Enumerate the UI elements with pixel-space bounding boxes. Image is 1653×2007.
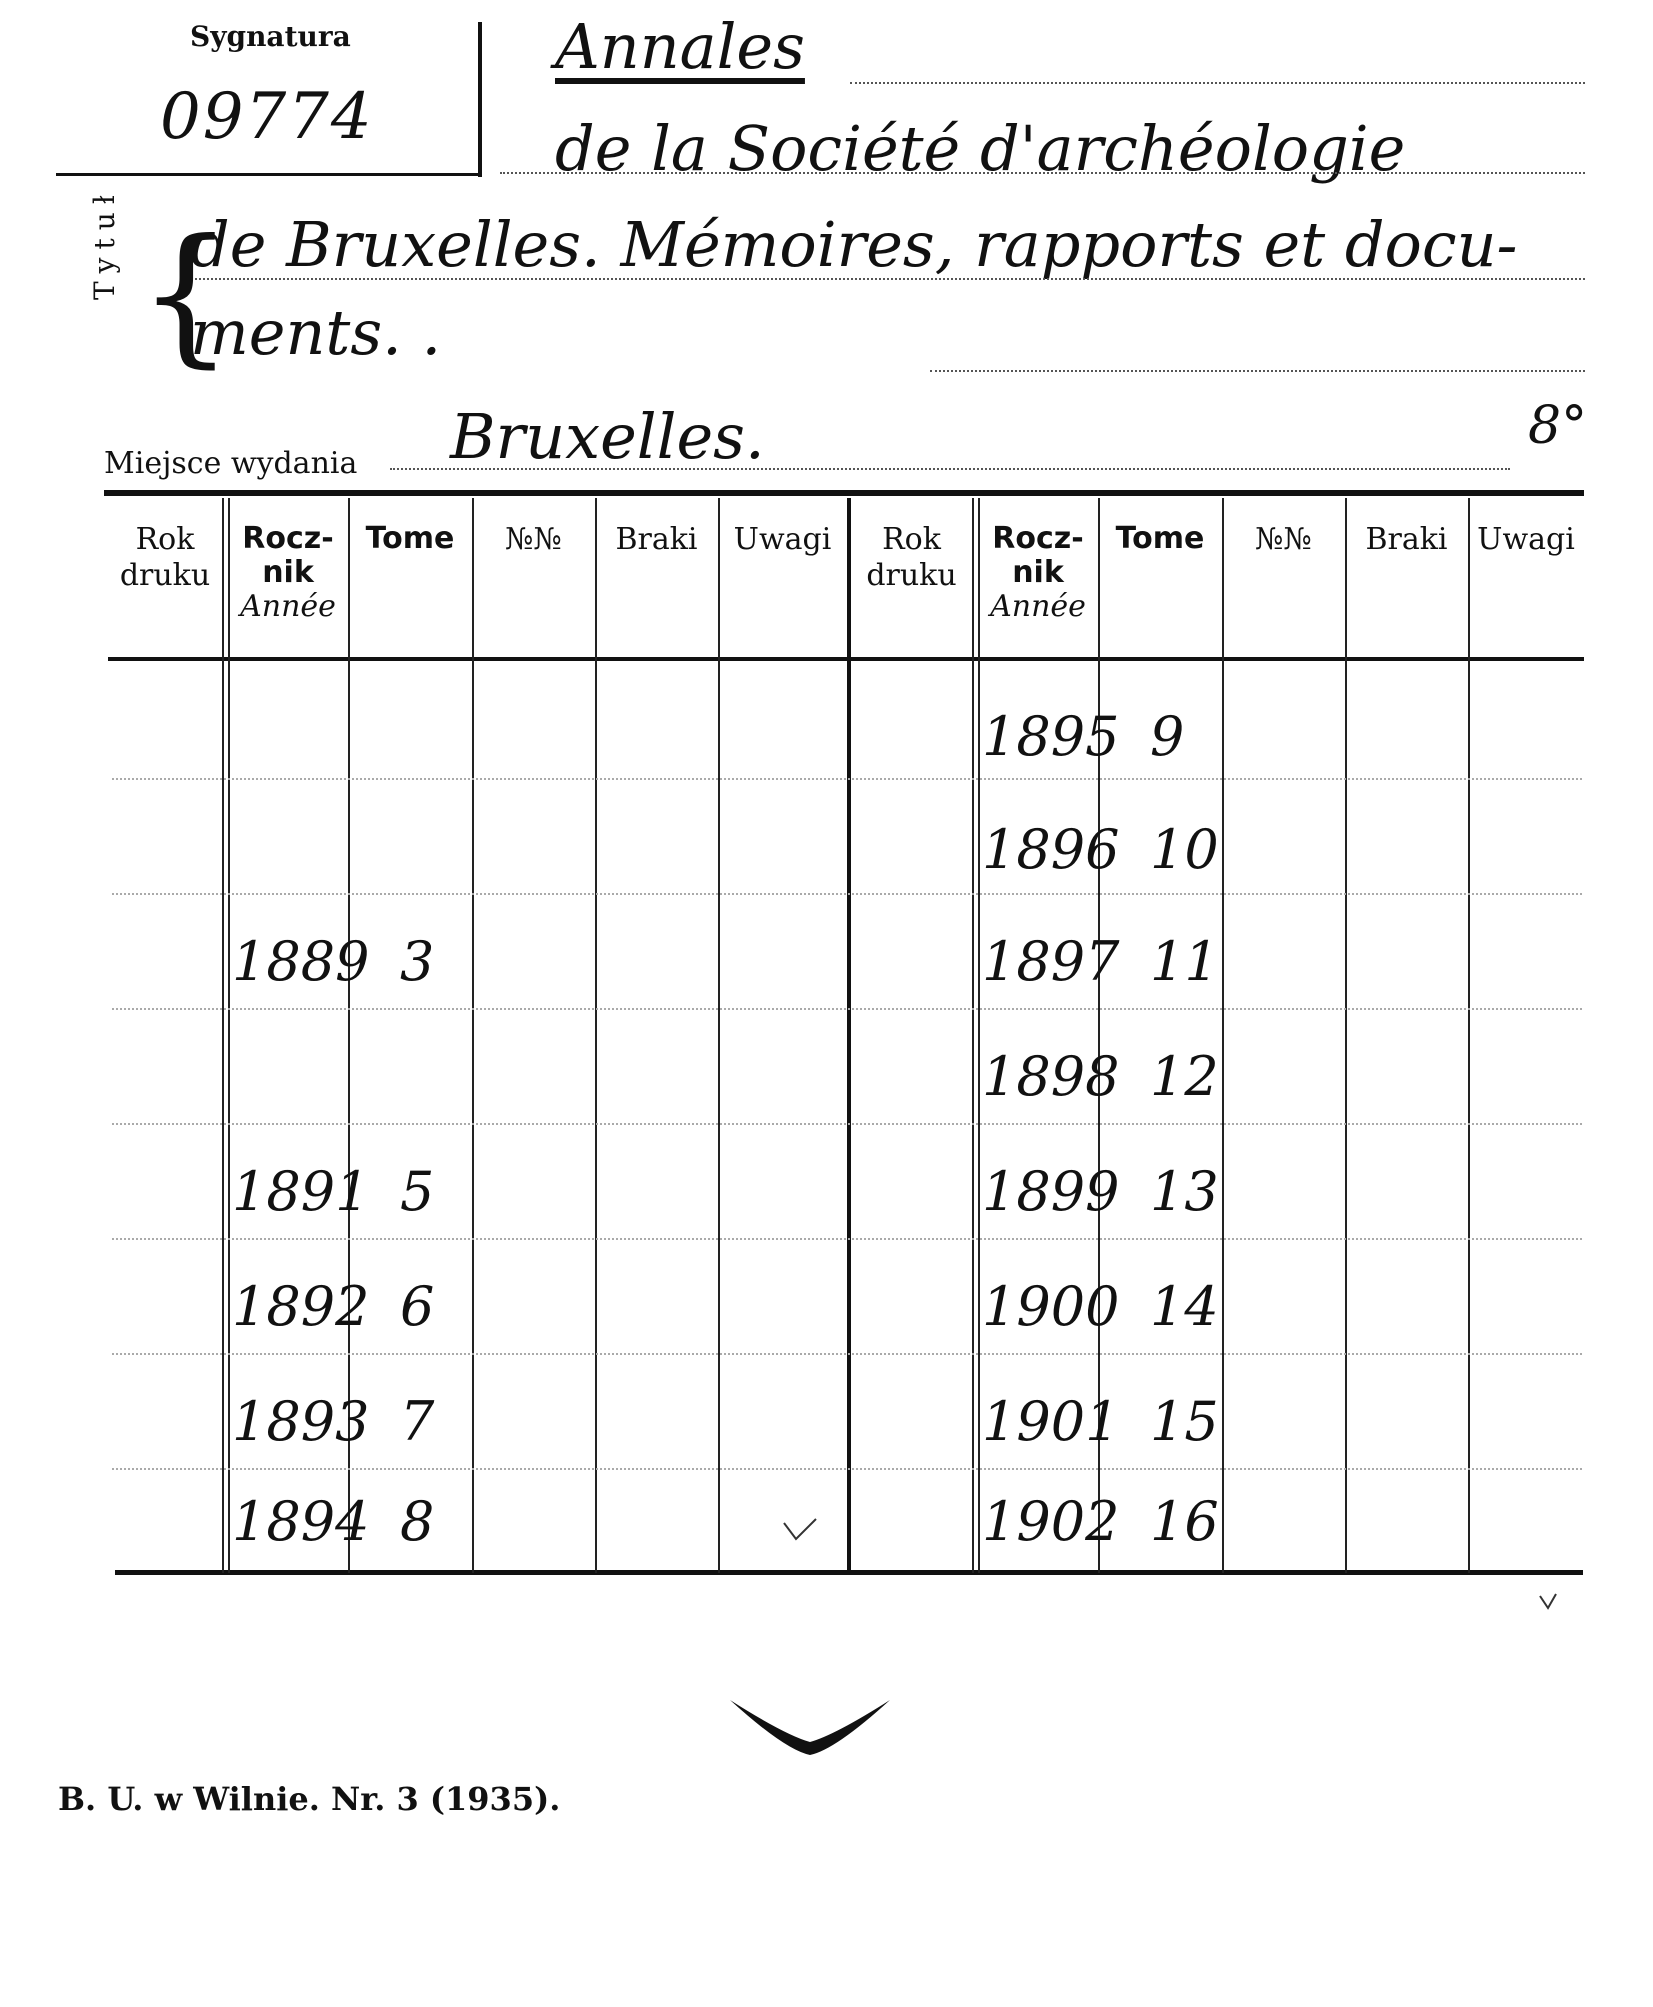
center-divider — [847, 498, 851, 1573]
right-tome-cell: 14 — [1150, 1275, 1219, 1338]
miejsce-label: Miejsce wydania — [104, 446, 358, 481]
header-braki-right: Braki — [1365, 522, 1448, 557]
title-line-3: de Bruxelles. Mémoires, rapports et docu- — [190, 208, 1518, 281]
right-annee-cell: 1896 — [982, 818, 1120, 881]
left-tome-cell: 6 — [400, 1275, 435, 1338]
left-annee-cell: 1889 — [232, 930, 370, 993]
right-tome-cell: 10 — [1150, 818, 1219, 881]
column-divider — [1468, 498, 1470, 1573]
row-guide — [112, 1123, 1582, 1125]
row-guide — [112, 1468, 1582, 1470]
column-divider — [228, 498, 230, 1573]
right-annee-cell: 1901 — [982, 1390, 1120, 1453]
column-divider — [1222, 498, 1224, 1573]
header-annee-note: Année — [990, 589, 1086, 624]
header-rocznik-label: Rocz-nik — [992, 521, 1084, 590]
sygnatura-value: 09774 — [160, 80, 374, 154]
stamp-mark-icon — [725, 1690, 895, 1770]
right-tome-cell: 11 — [1150, 930, 1219, 993]
miejsce-value: Bruxelles. — [450, 400, 765, 473]
left-tome-cell: 8 — [400, 1490, 435, 1553]
row-guide — [112, 893, 1582, 895]
header-rocznik-right — [978, 522, 1098, 624]
header-rok-druku-right: Rok druku — [866, 522, 957, 593]
header-rocznik-left — [228, 522, 348, 624]
left-annee-cell: 1893 — [232, 1390, 370, 1453]
header-numery-left: №№ — [505, 522, 562, 557]
title-line-4: ments. . — [190, 296, 442, 369]
check-tick-icon — [1536, 1590, 1576, 1614]
left-tome-cell: 7 — [400, 1390, 435, 1453]
left-tome-cell: 3 — [400, 930, 435, 993]
row-guide — [112, 1008, 1582, 1010]
right-annee-cell: 1895 — [982, 705, 1120, 768]
right-tome-cell: 13 — [1150, 1160, 1219, 1223]
table-top-rule — [104, 490, 1584, 496]
header-braki-left: Braki — [615, 522, 698, 557]
row-guide — [112, 1353, 1582, 1355]
right-annee-cell: 1898 — [982, 1045, 1120, 1108]
header-rocznik-label: Rocz-nik — [242, 521, 334, 590]
right-annee-cell: 1899 — [982, 1160, 1120, 1223]
right-tome-cell: 16 — [1150, 1490, 1219, 1553]
left-annee-cell: 1891 — [232, 1160, 370, 1223]
check-tick-icon — [780, 1515, 820, 1545]
row-guide — [112, 778, 1582, 780]
header-rok-druku-left: Rok druku — [119, 522, 211, 593]
right-annee-cell: 1900 — [982, 1275, 1120, 1338]
title-line-2: de la Société d'archéologie — [555, 112, 1406, 185]
column-divider — [222, 498, 224, 1573]
right-annee-cell: 1897 — [982, 930, 1120, 993]
right-tome-cell: 12 — [1150, 1045, 1219, 1108]
header-numery-right: №№ — [1255, 522, 1312, 557]
left-annee-cell: 1894 — [232, 1490, 370, 1553]
column-divider — [718, 498, 720, 1573]
tytul-brace: { — [138, 208, 234, 382]
column-divider — [472, 498, 474, 1573]
column-divider — [978, 498, 980, 1573]
header-annee-note: Année — [240, 589, 336, 624]
dotted-guide — [850, 82, 1585, 84]
title-line-1: Annales — [555, 10, 805, 83]
left-tome-cell: 5 — [400, 1160, 435, 1223]
header-tome-left: Tome — [365, 521, 455, 556]
footer-publisher: B. U. w Wilnie. Nr. 3 (1935). — [58, 1780, 561, 1818]
right-tome-cell: 15 — [1150, 1390, 1219, 1453]
column-divider — [1345, 498, 1347, 1573]
header-uwagi-left: Uwagi — [733, 522, 832, 557]
sygnatura-divider — [478, 22, 482, 177]
header-uwagi-right: Uwagi — [1477, 522, 1575, 557]
column-divider — [595, 498, 597, 1573]
right-tome-cell: 9 — [1150, 705, 1185, 768]
left-annee-cell: 1892 — [232, 1275, 370, 1338]
dotted-guide — [180, 278, 1585, 280]
dotted-guide — [500, 172, 1585, 174]
row-guide — [112, 1238, 1582, 1240]
sygnatura-label: Sygnatura — [190, 20, 351, 53]
dotted-guide — [930, 370, 1585, 372]
header-tome-right: Tome — [1115, 521, 1205, 556]
format-value: 8° — [1528, 396, 1588, 456]
column-divider — [972, 498, 974, 1573]
table-header-rule — [108, 657, 1584, 661]
right-annee-cell: 1902 — [982, 1490, 1120, 1553]
tytul-label: Tytuł — [88, 187, 121, 300]
